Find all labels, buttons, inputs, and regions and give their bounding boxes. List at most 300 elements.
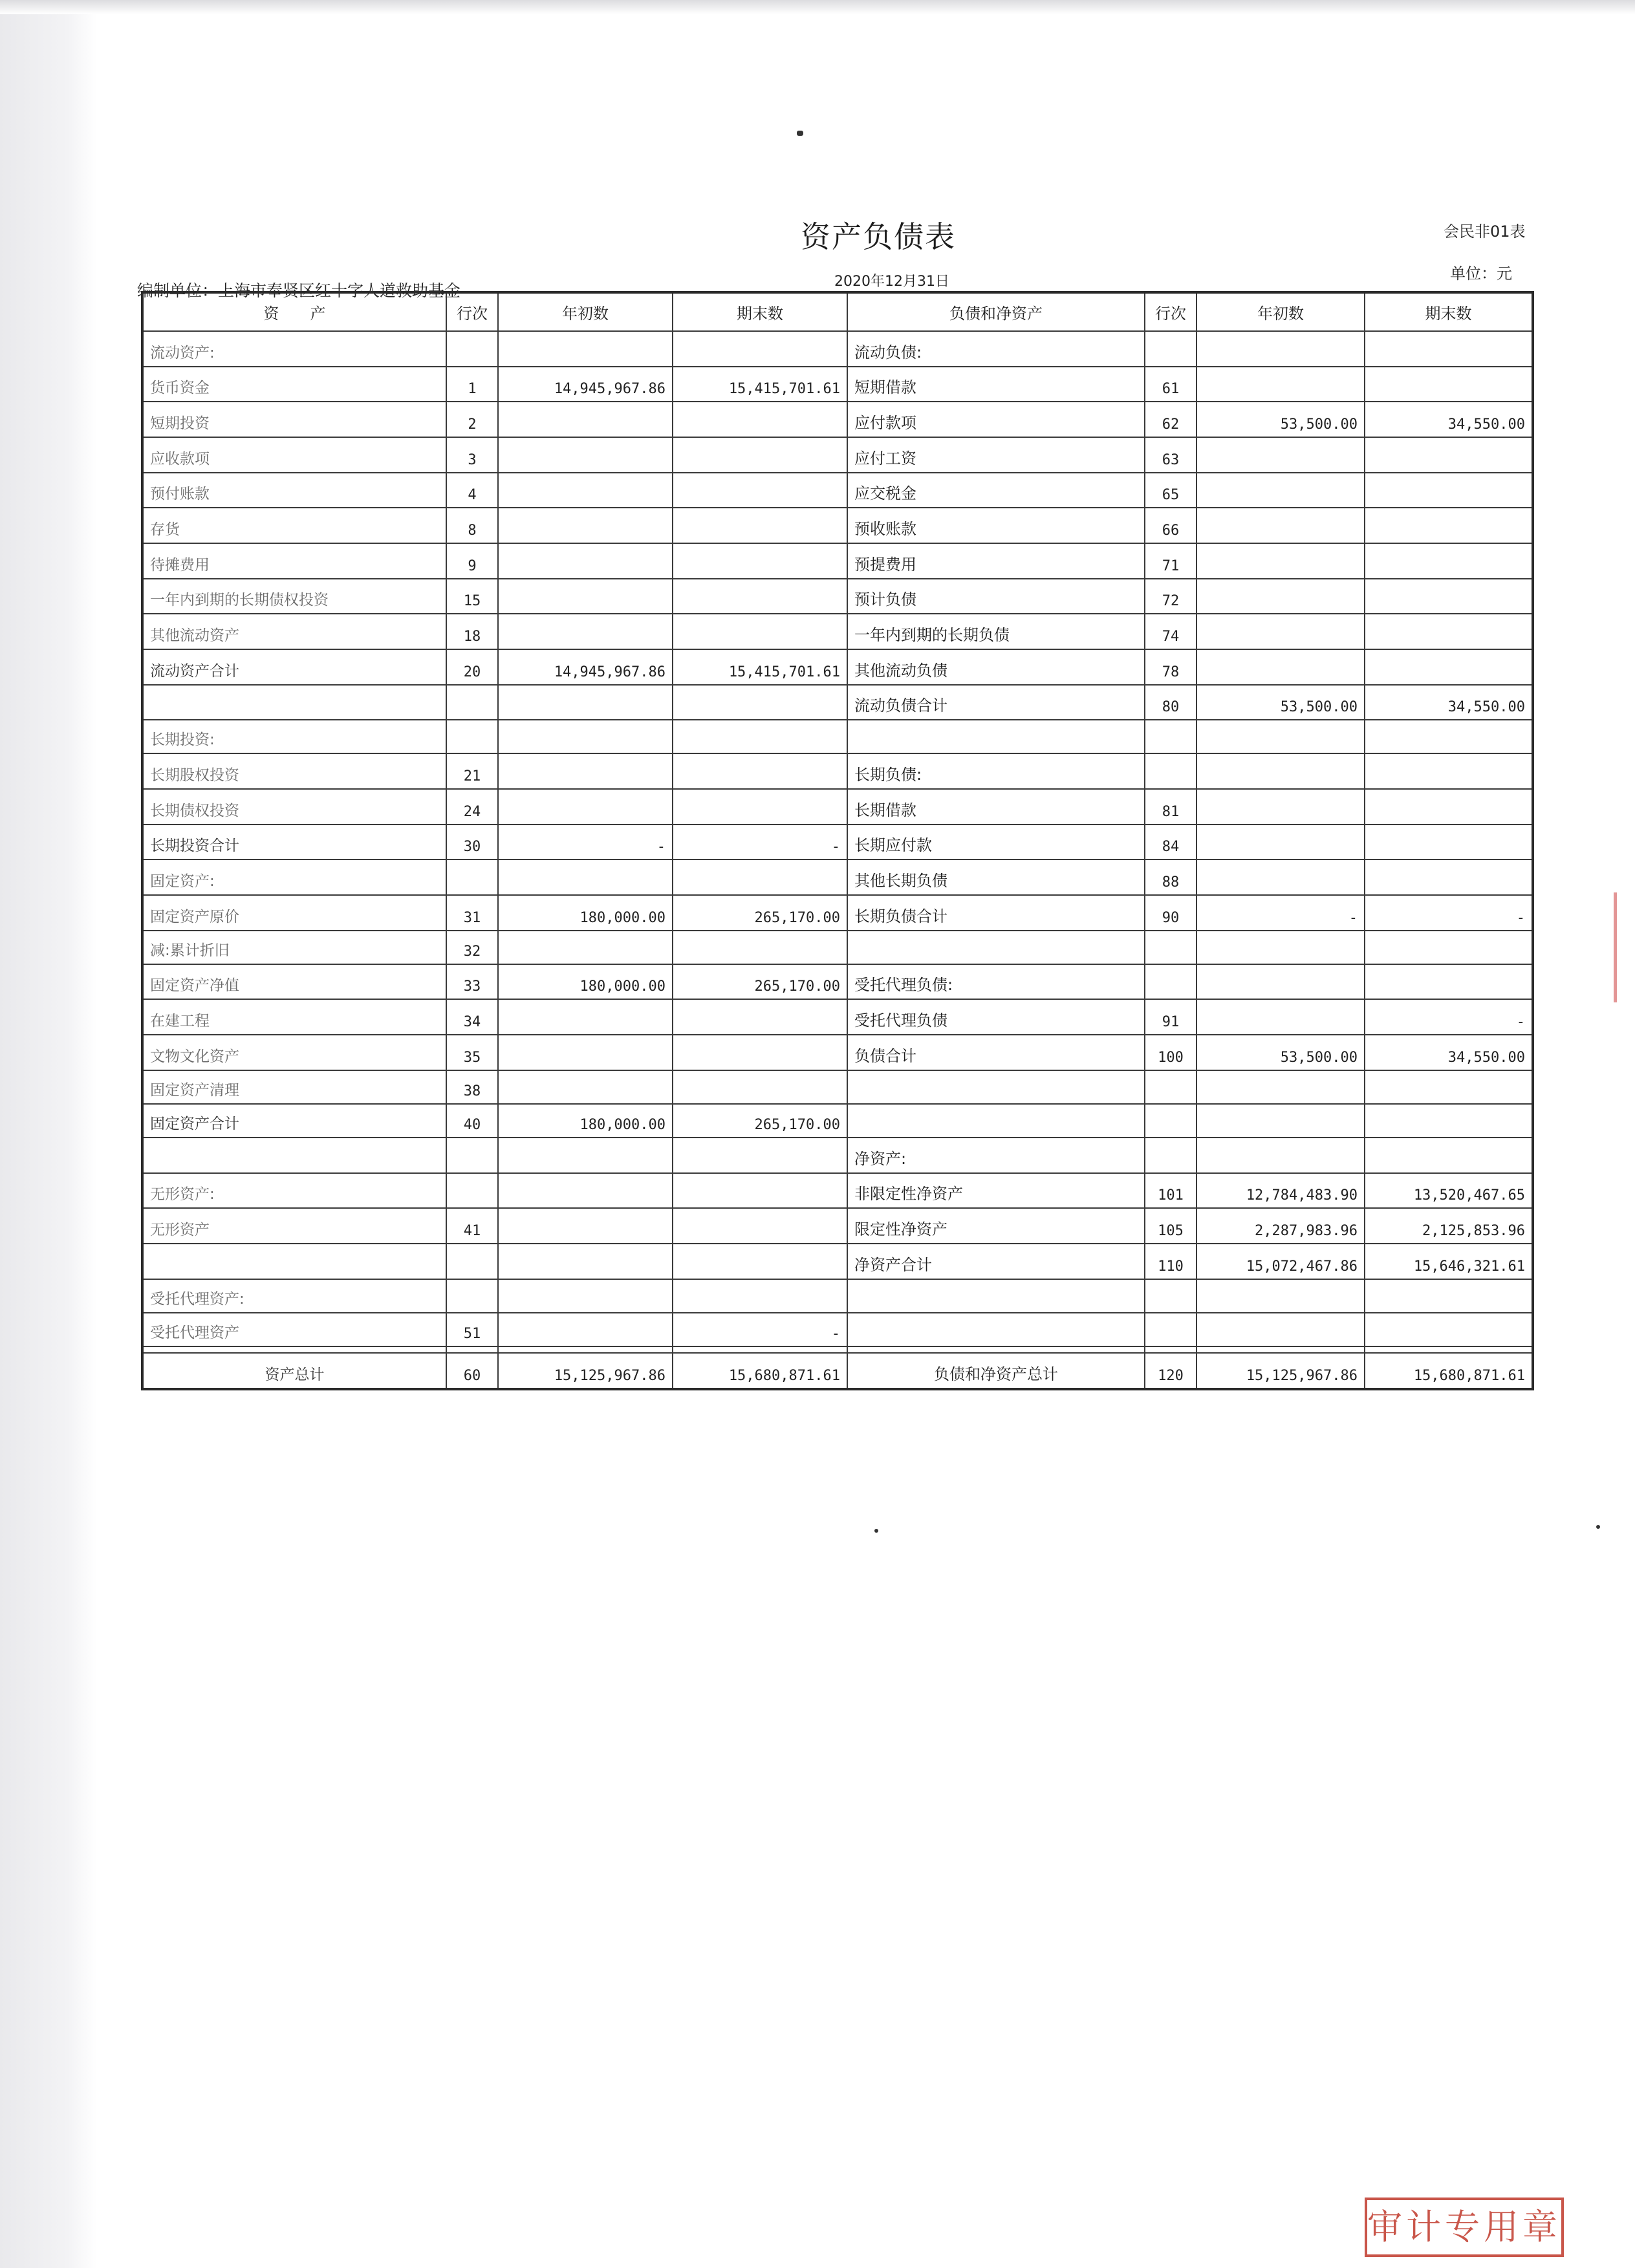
liability-label bbox=[847, 720, 1145, 753]
asset-label: 一年内到期的长期债权投资 bbox=[142, 579, 446, 614]
asset-label: 资产总计 bbox=[142, 1353, 446, 1389]
liability-end-value: 34,550.00 bbox=[1365, 402, 1533, 437]
liability-line-no: 71 bbox=[1145, 543, 1196, 579]
asset-begin-value bbox=[498, 1070, 673, 1104]
header-line: 行次 bbox=[446, 292, 498, 331]
table-row bbox=[142, 331, 1533, 367]
asset-label: 长期股权投资 bbox=[142, 753, 446, 789]
asset-line-no: 9 bbox=[446, 543, 498, 579]
asset-line-no bbox=[446, 1173, 498, 1209]
liability-label: 应付工资 bbox=[847, 437, 1145, 473]
liability-end-value bbox=[1365, 1279, 1533, 1313]
liability-end-value bbox=[1365, 649, 1533, 685]
asset-label: 无形资产 bbox=[142, 1208, 446, 1244]
table-row bbox=[142, 543, 1533, 579]
table-row bbox=[142, 999, 1533, 1035]
liability-end-value bbox=[1365, 1346, 1533, 1353]
asset-end-value bbox=[673, 508, 847, 543]
asset-begin-value: 180,000.00 bbox=[498, 964, 673, 1000]
speck-mark bbox=[874, 1529, 878, 1533]
document-title: 资产负债表 bbox=[801, 219, 956, 254]
table-row bbox=[142, 1279, 1533, 1313]
asset-label: 受托代理资产 bbox=[142, 1313, 446, 1346]
liability-end-value: - bbox=[1365, 895, 1533, 931]
table-row bbox=[142, 614, 1533, 649]
asset-begin-value bbox=[498, 402, 673, 437]
asset-line-no bbox=[446, 720, 498, 753]
asset-label: 固定资产: bbox=[142, 859, 446, 895]
liability-begin-value bbox=[1196, 543, 1365, 579]
asset-line-no: 4 bbox=[446, 473, 498, 508]
liability-begin-value bbox=[1196, 1313, 1365, 1346]
asset-label: 无形资产: bbox=[142, 1173, 446, 1209]
asset-label bbox=[142, 685, 446, 720]
liability-line-no: 105 bbox=[1145, 1208, 1196, 1244]
table-row bbox=[142, 402, 1533, 437]
table-row bbox=[142, 789, 1533, 825]
liability-line-no: 74 bbox=[1145, 614, 1196, 649]
asset-end-value bbox=[673, 437, 847, 473]
asset-label: 减:累计折旧 bbox=[142, 931, 446, 964]
asset-end-value: 15,415,701.61 bbox=[673, 367, 847, 402]
asset-label: 长期债权投资 bbox=[142, 789, 446, 825]
table-row bbox=[142, 437, 1533, 473]
asset-line-no: 35 bbox=[446, 1035, 498, 1070]
asset-begin-value: 15,125,967.86 bbox=[498, 1353, 673, 1389]
liability-end-value: 2,125,853.96 bbox=[1365, 1208, 1533, 1244]
table-row bbox=[142, 1313, 1533, 1346]
liability-begin-value: 53,500.00 bbox=[1196, 402, 1365, 437]
liability-begin-value bbox=[1196, 931, 1365, 964]
liability-label: 应付款项 bbox=[847, 402, 1145, 437]
asset-line-no: 51 bbox=[446, 1313, 498, 1346]
asset-label: 固定资产合计 bbox=[142, 1104, 446, 1138]
liability-line-no bbox=[1145, 331, 1196, 367]
liability-begin-value bbox=[1196, 649, 1365, 685]
liability-end-value bbox=[1365, 789, 1533, 825]
asset-end-value bbox=[673, 1208, 847, 1244]
liability-begin-value bbox=[1196, 1346, 1365, 1353]
liability-label: 应交税金 bbox=[847, 473, 1145, 508]
asset-begin-value bbox=[498, 753, 673, 789]
liability-line-no bbox=[1145, 931, 1196, 964]
liability-label: 净资产: bbox=[847, 1138, 1145, 1173]
liability-end-value: 34,550.00 bbox=[1365, 1035, 1533, 1070]
table-body bbox=[142, 331, 1533, 1389]
asset-line-no: 8 bbox=[446, 508, 498, 543]
asset-end-value bbox=[673, 753, 847, 789]
liability-label: 一年内到期的长期负债 bbox=[847, 614, 1145, 649]
liability-begin-value bbox=[1196, 789, 1365, 825]
liability-line-no: 62 bbox=[1145, 402, 1196, 437]
table-row bbox=[142, 1035, 1533, 1070]
asset-line-no: 15 bbox=[446, 579, 498, 614]
liability-line-no: 61 bbox=[1145, 367, 1196, 402]
asset-begin-value: 180,000.00 bbox=[498, 895, 673, 931]
liability-line-no: 91 bbox=[1145, 999, 1196, 1035]
report-date: 2020年12月31日 bbox=[834, 274, 949, 290]
table-row bbox=[142, 508, 1533, 543]
header-asset: 资 产 bbox=[142, 292, 446, 331]
asset-begin-value bbox=[498, 685, 673, 720]
asset-label: 固定资产清理 bbox=[142, 1070, 446, 1104]
liability-end-value bbox=[1365, 367, 1533, 402]
liability-label: 长期应付款 bbox=[847, 825, 1145, 860]
liability-begin-value bbox=[1196, 999, 1365, 1035]
asset-end-value bbox=[673, 473, 847, 508]
liability-begin-value: - bbox=[1196, 895, 1365, 931]
liability-line-no bbox=[1145, 720, 1196, 753]
liability-end-value: 34,550.00 bbox=[1365, 685, 1533, 720]
page-binding-shadow bbox=[0, 0, 97, 2268]
liability-line-no: 66 bbox=[1145, 508, 1196, 543]
liability-begin-value bbox=[1196, 859, 1365, 895]
asset-line-no: 2 bbox=[446, 402, 498, 437]
liability-label: 负债和净资产总计 bbox=[847, 1353, 1145, 1389]
liability-end-value bbox=[1365, 720, 1533, 753]
asset-label: 流动资产: bbox=[142, 331, 446, 367]
asset-begin-value bbox=[498, 473, 673, 508]
asset-line-no bbox=[446, 1346, 498, 1353]
asset-line-no: 24 bbox=[446, 789, 498, 825]
liability-end-value bbox=[1365, 1138, 1533, 1173]
liability-end-value bbox=[1365, 859, 1533, 895]
asset-begin-value: 14,945,967.86 bbox=[498, 367, 673, 402]
liability-label: 短期借款 bbox=[847, 367, 1145, 402]
asset-begin-value bbox=[498, 789, 673, 825]
asset-begin-value bbox=[498, 1035, 673, 1070]
table-row bbox=[142, 1138, 1533, 1173]
liability-line-no bbox=[1145, 1104, 1196, 1138]
liability-begin-value: 2,287,983.96 bbox=[1196, 1208, 1365, 1244]
table-row bbox=[142, 685, 1533, 720]
asset-end-value: 15,415,701.61 bbox=[673, 649, 847, 685]
liability-label: 预提费用 bbox=[847, 543, 1145, 579]
asset-line-no: 38 bbox=[446, 1070, 498, 1104]
asset-end-value: - bbox=[673, 825, 847, 860]
asset-begin-value bbox=[498, 1244, 673, 1279]
asset-label: 其他流动资产 bbox=[142, 614, 446, 649]
asset-line-no: 20 bbox=[446, 649, 498, 685]
liability-begin-value bbox=[1196, 614, 1365, 649]
asset-line-no bbox=[446, 1244, 498, 1279]
asset-begin-value bbox=[498, 1173, 673, 1209]
liability-label: 预计负债 bbox=[847, 579, 1145, 614]
liability-end-value bbox=[1365, 1313, 1533, 1346]
asset-label: 长期投资: bbox=[142, 720, 446, 753]
liability-end-value: 13,520,467.65 bbox=[1365, 1173, 1533, 1209]
asset-begin-value bbox=[498, 614, 673, 649]
liability-begin-value: 12,784,483.90 bbox=[1196, 1173, 1365, 1209]
liability-end-value: 15,646,321.61 bbox=[1365, 1244, 1533, 1279]
asset-end-value: 265,170.00 bbox=[673, 1104, 847, 1138]
asset-label: 文物文化资产 bbox=[142, 1035, 446, 1070]
asset-begin-value bbox=[498, 1346, 673, 1353]
table-row bbox=[142, 1346, 1533, 1353]
asset-line-no: 30 bbox=[446, 825, 498, 860]
liability-label bbox=[847, 1279, 1145, 1313]
liability-label: 长期负债合计 bbox=[847, 895, 1145, 931]
liability-line-no: 72 bbox=[1145, 579, 1196, 614]
header-end-2: 期末数 bbox=[1365, 292, 1533, 331]
liability-begin-value bbox=[1196, 437, 1365, 473]
asset-begin-value bbox=[498, 1279, 673, 1313]
asset-label bbox=[142, 1346, 446, 1353]
liability-begin-value bbox=[1196, 1279, 1365, 1313]
header-begin: 年初数 bbox=[498, 292, 673, 331]
asset-end-value bbox=[673, 614, 847, 649]
asset-end-value: 265,170.00 bbox=[673, 895, 847, 931]
asset-label: 货币资金 bbox=[142, 367, 446, 402]
asset-label bbox=[142, 1244, 446, 1279]
liability-begin-value bbox=[1196, 825, 1365, 860]
table-row bbox=[142, 895, 1533, 931]
currency-unit: 单位：元 bbox=[1450, 265, 1512, 283]
liability-begin-value: 53,500.00 bbox=[1196, 1035, 1365, 1070]
asset-line-no bbox=[446, 1279, 498, 1313]
liability-end-value bbox=[1365, 473, 1533, 508]
header-begin-2: 年初数 bbox=[1196, 292, 1365, 331]
asset-begin-value: 180,000.00 bbox=[498, 1104, 673, 1138]
liability-line-no: 63 bbox=[1145, 437, 1196, 473]
liability-end-value bbox=[1365, 508, 1533, 543]
asset-end-value bbox=[673, 1138, 847, 1173]
audit-stamp: 审计专用章 bbox=[1365, 2198, 1564, 2257]
table-row bbox=[142, 649, 1533, 685]
liability-label: 长期借款 bbox=[847, 789, 1145, 825]
asset-begin-value: - bbox=[498, 825, 673, 860]
liability-end-value bbox=[1365, 579, 1533, 614]
liability-line-no: 84 bbox=[1145, 825, 1196, 860]
table-row bbox=[142, 1353, 1533, 1389]
asset-end-value: 15,680,871.61 bbox=[673, 1353, 847, 1389]
asset-end-value: 265,170.00 bbox=[673, 964, 847, 1000]
table-row bbox=[142, 1244, 1533, 1279]
table-row bbox=[142, 859, 1533, 895]
asset-end-value bbox=[673, 720, 847, 753]
table-header-row bbox=[142, 292, 1533, 331]
liability-begin-value bbox=[1196, 964, 1365, 1000]
liability-begin-value bbox=[1196, 1138, 1365, 1173]
asset-begin-value bbox=[498, 859, 673, 895]
table-row bbox=[142, 367, 1533, 402]
liability-label: 流动负债: bbox=[847, 331, 1145, 367]
liability-begin-value bbox=[1196, 753, 1365, 789]
asset-line-no: 41 bbox=[446, 1208, 498, 1244]
asset-end-value bbox=[673, 859, 847, 895]
liability-label bbox=[847, 1346, 1145, 1353]
asset-line-no bbox=[446, 859, 498, 895]
liability-line-no: 78 bbox=[1145, 649, 1196, 685]
table-row bbox=[142, 1104, 1533, 1138]
liability-label: 其他流动负债 bbox=[847, 649, 1145, 685]
liability-end-value bbox=[1365, 753, 1533, 789]
asset-end-value bbox=[673, 543, 847, 579]
asset-label: 预付账款 bbox=[142, 473, 446, 508]
liability-line-no bbox=[1145, 1070, 1196, 1104]
liability-begin-value bbox=[1196, 1070, 1365, 1104]
asset-end-value bbox=[673, 1244, 847, 1279]
asset-label: 应收款项 bbox=[142, 437, 446, 473]
form-code: 会民非01表 bbox=[1444, 222, 1526, 241]
speck-mark bbox=[797, 131, 803, 136]
asset-begin-value bbox=[498, 1208, 673, 1244]
asset-begin-value bbox=[498, 579, 673, 614]
liability-end-value bbox=[1365, 1070, 1533, 1104]
asset-end-value bbox=[673, 579, 847, 614]
liability-line-no: 88 bbox=[1145, 859, 1196, 895]
asset-end-value bbox=[673, 685, 847, 720]
asset-label: 固定资产净值 bbox=[142, 964, 446, 1000]
asset-line-no: 34 bbox=[446, 999, 498, 1035]
asset-label: 受托代理资产: bbox=[142, 1279, 446, 1313]
liability-end-value bbox=[1365, 437, 1533, 473]
liability-end-value bbox=[1365, 614, 1533, 649]
asset-line-no: 18 bbox=[446, 614, 498, 649]
liability-line-no: 81 bbox=[1145, 789, 1196, 825]
asset-begin-value bbox=[498, 931, 673, 964]
asset-end-value bbox=[673, 1279, 847, 1313]
asset-begin-value bbox=[498, 331, 673, 367]
liability-end-value bbox=[1365, 964, 1533, 1000]
asset-begin-value bbox=[498, 1138, 673, 1173]
asset-label: 流动资产合计 bbox=[142, 649, 446, 685]
table-row bbox=[142, 473, 1533, 508]
liability-label: 负债合计 bbox=[847, 1035, 1145, 1070]
header-line-2: 行次 bbox=[1145, 292, 1196, 331]
liability-label bbox=[847, 1104, 1145, 1138]
liability-line-no: 100 bbox=[1145, 1035, 1196, 1070]
asset-begin-value bbox=[498, 508, 673, 543]
liability-end-value bbox=[1365, 931, 1533, 964]
page-top-edge bbox=[0, 0, 1635, 14]
liability-line-no bbox=[1145, 964, 1196, 1000]
liability-line-no: 120 bbox=[1145, 1353, 1196, 1389]
asset-line-no: 40 bbox=[446, 1104, 498, 1138]
liability-line-no: 80 bbox=[1145, 685, 1196, 720]
liability-begin-value bbox=[1196, 579, 1365, 614]
liability-line-no bbox=[1145, 1346, 1196, 1353]
asset-end-value bbox=[673, 1035, 847, 1070]
liability-label bbox=[847, 1313, 1145, 1346]
table-row bbox=[142, 579, 1533, 614]
liability-end-value bbox=[1365, 331, 1533, 367]
liability-label: 限定性净资产 bbox=[847, 1208, 1145, 1244]
asset-line-no: 31 bbox=[446, 895, 498, 931]
liability-line-no: 65 bbox=[1145, 473, 1196, 508]
asset-label: 存货 bbox=[142, 508, 446, 543]
liability-label: 预收账款 bbox=[847, 508, 1145, 543]
reporting-organization: 编制单位：上海市奉贤区红十字人道救助基金 bbox=[137, 281, 461, 300]
liability-label: 受托代理负债 bbox=[847, 999, 1145, 1035]
table-row bbox=[142, 720, 1533, 753]
asset-end-value bbox=[673, 1346, 847, 1353]
asset-line-no: 32 bbox=[446, 931, 498, 964]
liability-line-no bbox=[1145, 1279, 1196, 1313]
header-liability: 负债和净资产 bbox=[847, 292, 1145, 331]
table-row bbox=[142, 1208, 1533, 1244]
liability-label bbox=[847, 931, 1145, 964]
asset-end-value bbox=[673, 931, 847, 964]
liability-label: 其他长期负债 bbox=[847, 859, 1145, 895]
asset-begin-value bbox=[498, 999, 673, 1035]
asset-end-value: - bbox=[673, 1313, 847, 1346]
asset-line-no: 1 bbox=[446, 367, 498, 402]
red-ink-mark bbox=[1614, 892, 1629, 1002]
asset-begin-value bbox=[498, 543, 673, 579]
liability-end-value: 15,680,871.61 bbox=[1365, 1353, 1533, 1389]
liability-label: 净资产合计 bbox=[847, 1244, 1145, 1279]
liability-line-no bbox=[1145, 1313, 1196, 1346]
speck-mark bbox=[1596, 1525, 1600, 1529]
asset-line-no bbox=[446, 685, 498, 720]
asset-end-value bbox=[673, 999, 847, 1035]
liability-label: 非限定性净资产 bbox=[847, 1173, 1145, 1209]
liability-end-value bbox=[1365, 1104, 1533, 1138]
liability-line-no bbox=[1145, 1138, 1196, 1173]
table-row bbox=[142, 1070, 1533, 1104]
liability-begin-value bbox=[1196, 1104, 1365, 1138]
asset-end-value bbox=[673, 1173, 847, 1209]
liability-line-no: 110 bbox=[1145, 1244, 1196, 1279]
asset-label: 长期投资合计 bbox=[142, 825, 446, 860]
asset-begin-value bbox=[498, 720, 673, 753]
asset-label: 短期投资 bbox=[142, 402, 446, 437]
liability-begin-value bbox=[1196, 331, 1365, 367]
table-row bbox=[142, 753, 1533, 789]
liability-end-value: - bbox=[1365, 999, 1533, 1035]
asset-label: 固定资产原价 bbox=[142, 895, 446, 931]
table-row bbox=[142, 964, 1533, 1000]
asset-begin-value: 14,945,967.86 bbox=[498, 649, 673, 685]
asset-end-value bbox=[673, 402, 847, 437]
liability-line-no: 90 bbox=[1145, 895, 1196, 931]
asset-end-value bbox=[673, 331, 847, 367]
liability-line-no bbox=[1145, 753, 1196, 789]
asset-begin-value bbox=[498, 1313, 673, 1346]
liability-label: 流动负债合计 bbox=[847, 685, 1145, 720]
asset-label: 待摊费用 bbox=[142, 543, 446, 579]
asset-line-no: 60 bbox=[446, 1353, 498, 1389]
table-row bbox=[142, 931, 1533, 964]
balance-sheet-table bbox=[141, 291, 1534, 1390]
liability-end-value bbox=[1365, 825, 1533, 860]
liability-label: 长期负债: bbox=[847, 753, 1145, 789]
asset-label: 在建工程 bbox=[142, 999, 446, 1035]
liability-begin-value: 15,072,467.86 bbox=[1196, 1244, 1365, 1279]
asset-line-no bbox=[446, 1138, 498, 1173]
liability-label: 受托代理负债: bbox=[847, 964, 1145, 1000]
asset-begin-value bbox=[498, 437, 673, 473]
asset-line-no: 21 bbox=[446, 753, 498, 789]
liability-begin-value bbox=[1196, 508, 1365, 543]
liability-begin-value: 15,125,967.86 bbox=[1196, 1353, 1365, 1389]
liability-begin-value bbox=[1196, 473, 1365, 508]
liability-begin-value bbox=[1196, 367, 1365, 402]
asset-end-value bbox=[673, 789, 847, 825]
liability-line-no: 101 bbox=[1145, 1173, 1196, 1209]
header-end: 期末数 bbox=[673, 292, 847, 331]
liability-end-value bbox=[1365, 543, 1533, 579]
asset-line-no: 3 bbox=[446, 437, 498, 473]
table-row bbox=[142, 825, 1533, 860]
asset-end-value bbox=[673, 1070, 847, 1104]
liability-label bbox=[847, 1070, 1145, 1104]
table-row bbox=[142, 1173, 1533, 1209]
liability-begin-value bbox=[1196, 720, 1365, 753]
asset-line-no bbox=[446, 331, 498, 367]
liability-begin-value: 53,500.00 bbox=[1196, 685, 1365, 720]
